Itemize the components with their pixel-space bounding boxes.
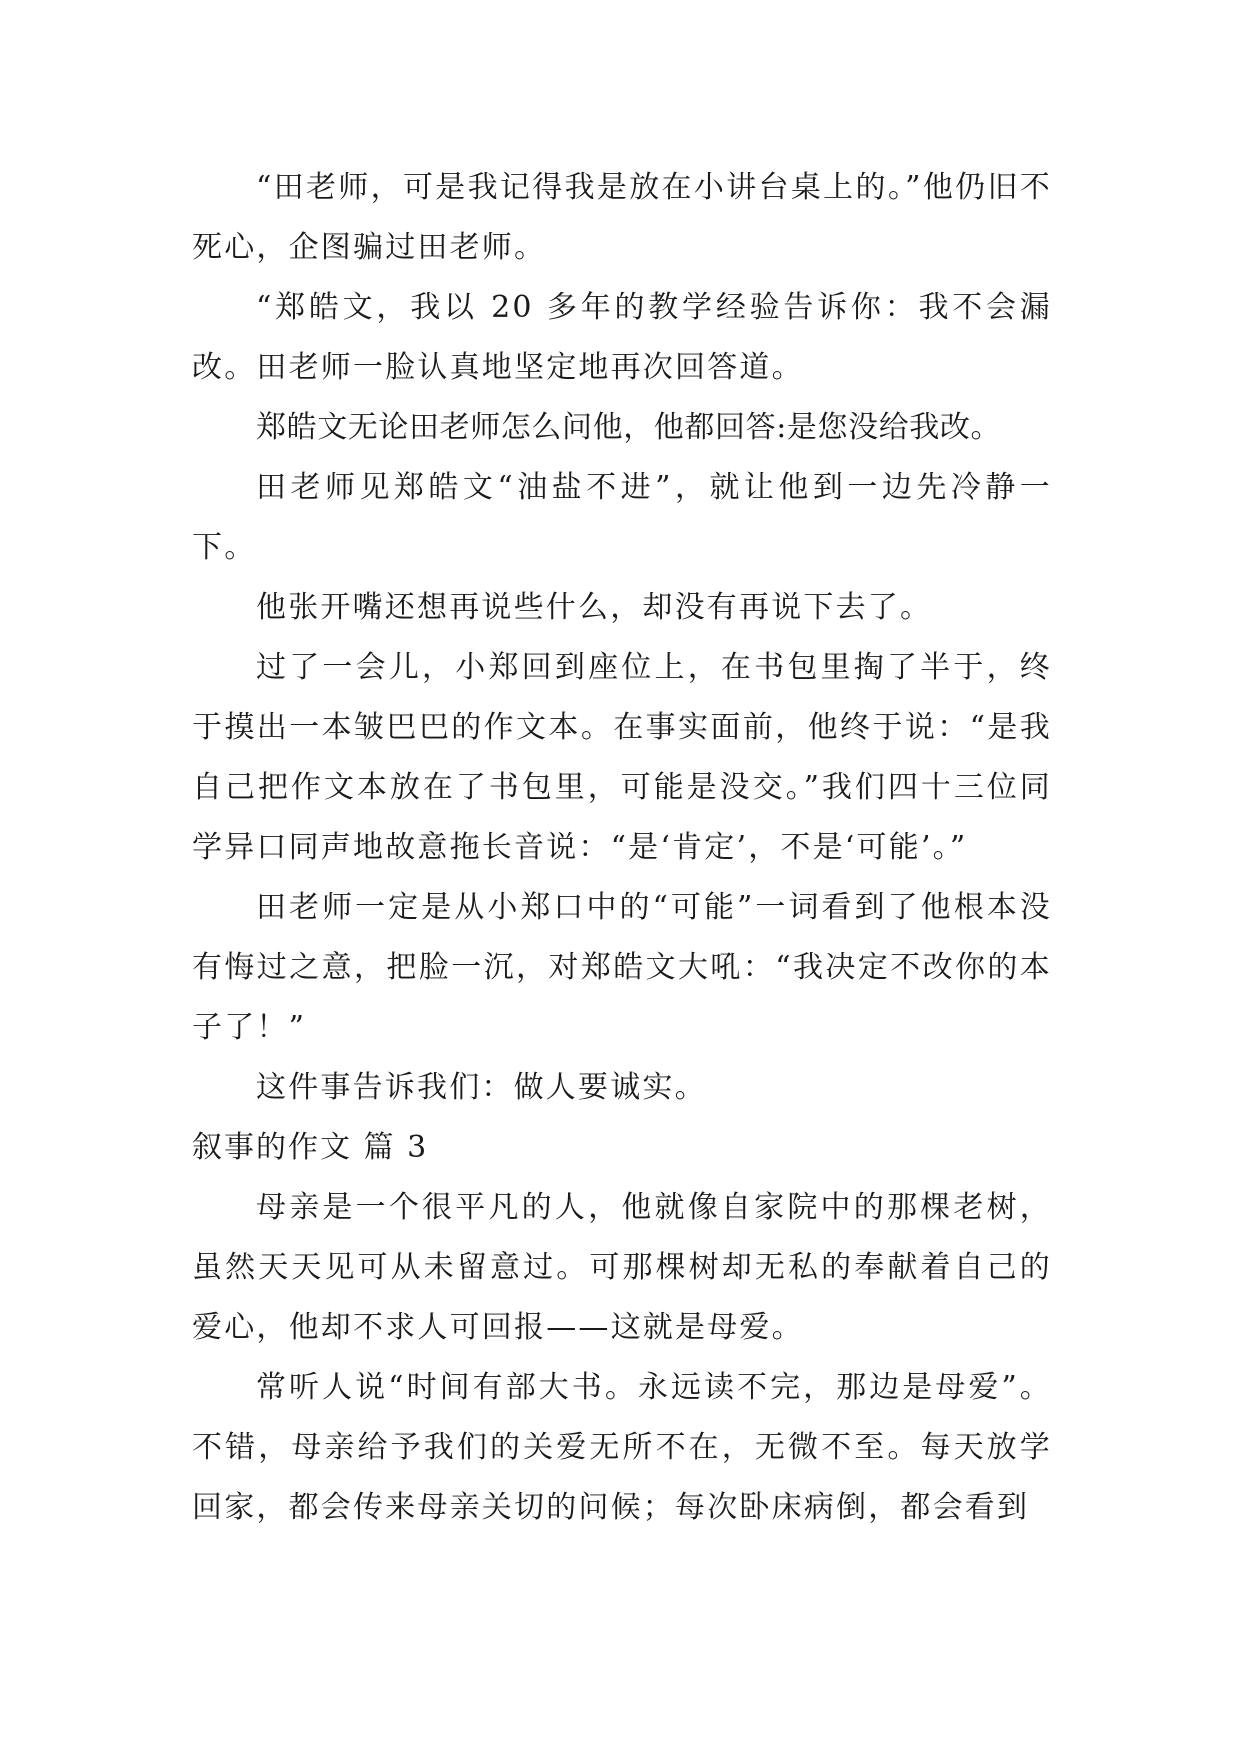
paragraph-2: “郑皓文，我以 20 多年的教学经验告诉你：我不会漏改。田老师一脸认真地坚定地再次回答道。 <box>192 290 1052 385</box>
paragraph-8: 这件事告诉我们：做人要诚实。 <box>256 1070 707 1105</box>
paragraph-7: 田老师一定是从小郑口中的“可能”一词看到了他根本没有悔过之意，把脸一沉，对郑皓文大吼：“我决定不改你的本子了！” <box>192 890 1052 1045</box>
document-body <box>192 158 1052 1538</box>
paragraph-6: 过了一会儿，小郑回到座位上，在书包里掏了半于，终于摸出一本皱巴巴的作文本。在事实面前，他终于说：“是我自己把作文本放在了书包里，可能是没交。”我们四十三位同学异口同声地故意拖长音说：“是‘肯定’，不是‘可能’。” <box>192 650 1052 865</box>
section-heading: 叙事的作文 篇 3 <box>192 1130 429 1165</box>
paragraph-10: 常听人说“时间有部大书。永远读不完，那边是母爱”。不错，母亲给予我们的关爱无所不在，无微不至。每天放学回家，都会传来母亲关切的问候；每次卧床病倒，都会看到 <box>192 1370 1052 1525</box>
paragraph-9: 母亲是一个很平凡的人，他就像自家院中的那棵老树，虽然天天见可从未留意过。可那棵树却无私的奉献着自己的爱心，他却不求人可回报——这就是母爱。 <box>192 1190 1052 1345</box>
paragraph-3: 郑皓文无论田老师怎么问他，他都回答:是您没给我改。 <box>256 410 1002 445</box>
paragraph-5: 他张开嘴还想再说些什么，却没有再说下去了。 <box>256 590 933 625</box>
paragraph-4: 田老师见郑皓文“油盐不进”，就让他到一边先冷静一下。 <box>192 470 1052 565</box>
paragraph-1: “田老师，可是我记得我是放在小讲台桌上的。”他仍旧不死心，企图骗过田老师。 <box>192 170 1052 265</box>
